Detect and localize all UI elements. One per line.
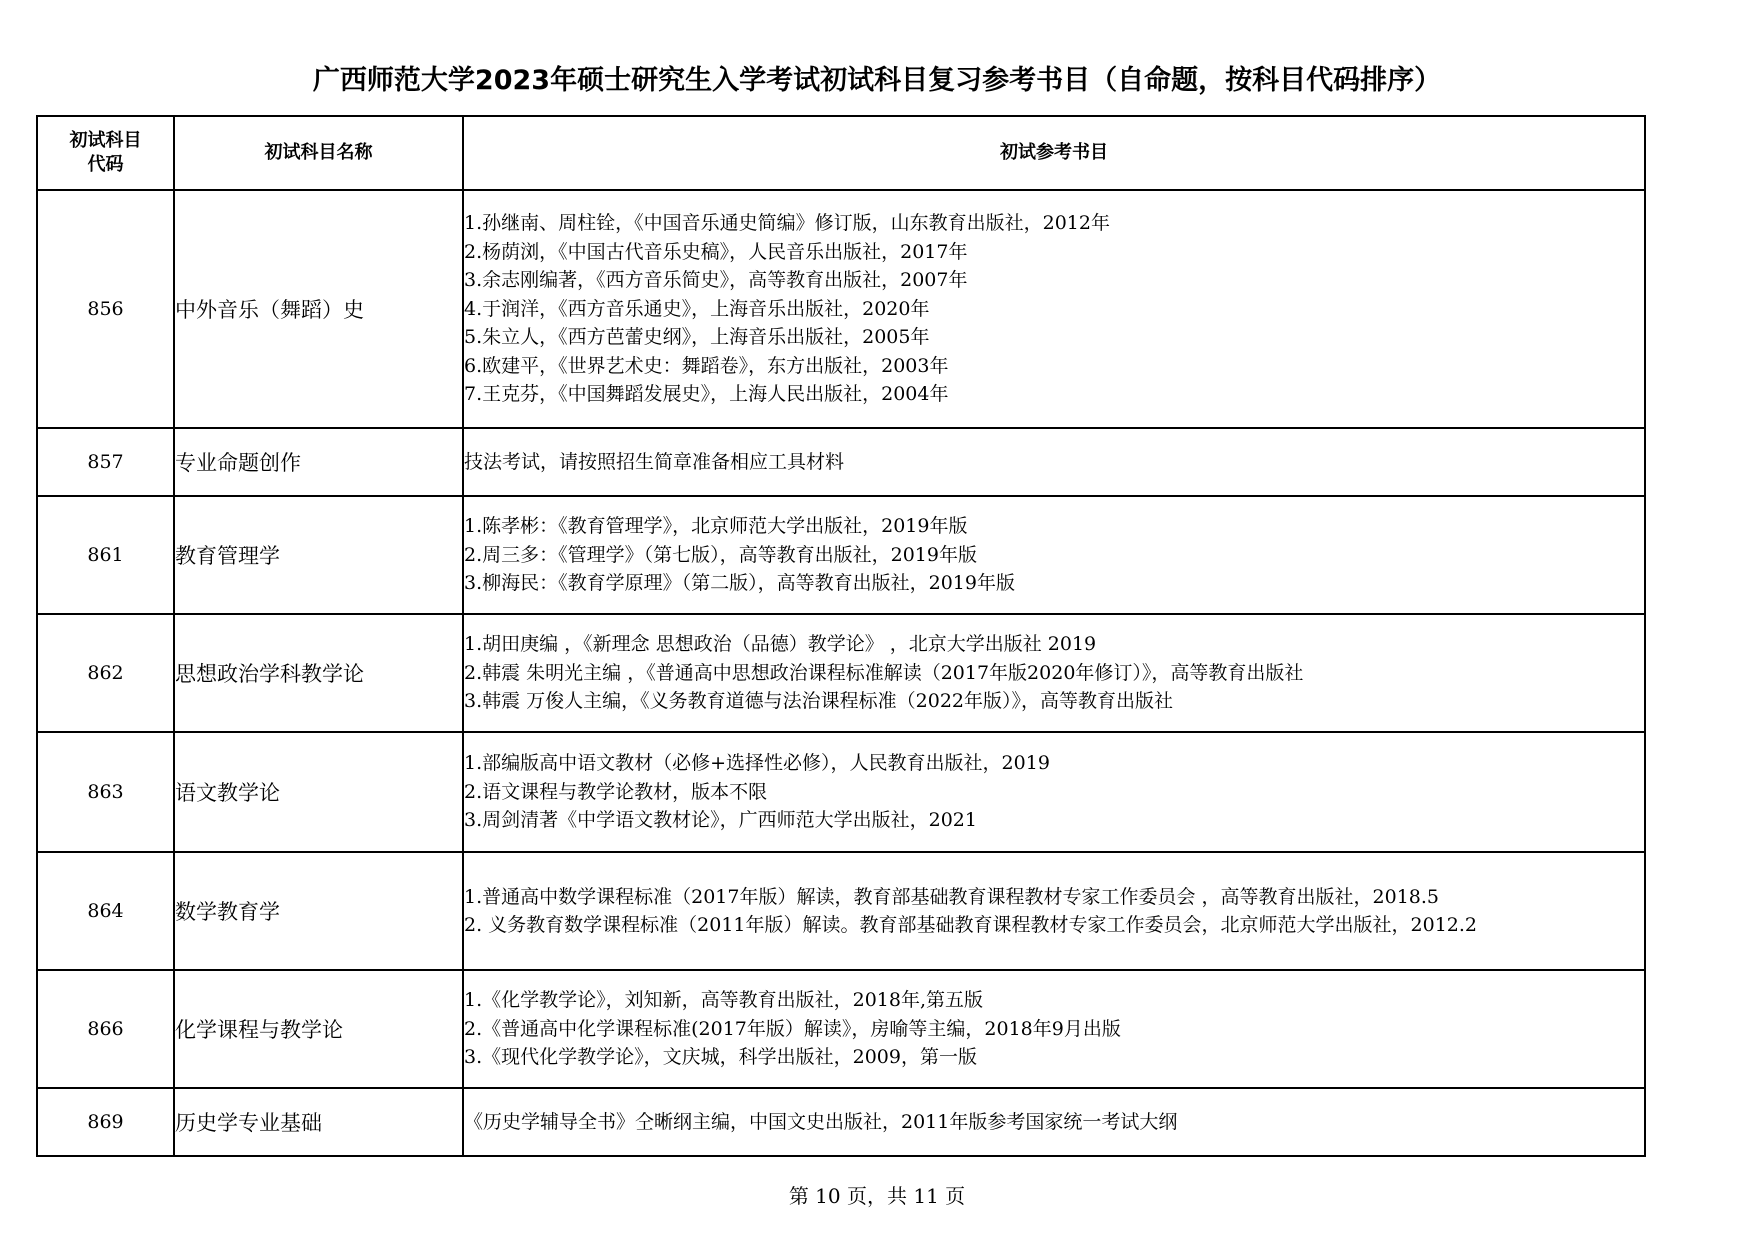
- book-entry: 《历史学辅导全书》仝晰纲主编，中国文史出版社，2011年版参考国家统一考试大纲: [464, 1110, 1178, 1133]
- table-row: [37, 190, 1645, 428]
- book-entry: 2.杨荫浏，《中国古代音乐史稿》，人民音乐出版社，2017年: [464, 240, 968, 263]
- subject-code: 862: [37, 614, 174, 732]
- reference-books: [463, 852, 1645, 970]
- subject-code: 863: [37, 732, 174, 852]
- reference-books: [463, 970, 1645, 1088]
- page-number: 第 10 页，共 11 页: [788, 1184, 966, 1208]
- header-subject-name: 初试科目名称: [174, 116, 463, 190]
- reference-books: [463, 614, 1645, 732]
- subject-name: 数学教育学: [174, 852, 463, 970]
- book-entry: 2.韩震 朱明光主编 ，《普通高中思想政治课程标准解读（2017年版2020年修订）》，高等教育出版社: [464, 661, 1304, 684]
- book-entry: 1.部编版高中语文教材（必修+选择性必修），人民教育出版社，2019: [464, 752, 1050, 775]
- subject-name: 历史学专业基础: [174, 1088, 463, 1156]
- book-entry: 2. 义务教育数学课程标准（2011年版）解读。教育部基础教育课程教材专家工作委员会，北京师范大学出版社，2012.2: [464, 914, 1478, 936]
- table-row: [37, 732, 1645, 852]
- header-code-line2: 代码: [87, 154, 124, 175]
- subject-code: 866: [37, 970, 174, 1088]
- reference-books: [463, 496, 1645, 614]
- book-entry: 1.陈孝彬：《教育管理学》，北京师范大学出版社，2019年版: [464, 515, 968, 538]
- subject-name: 教育管理学: [174, 496, 463, 614]
- subject-name: 化学课程与教学论: [174, 970, 463, 1088]
- table-row: [37, 852, 1645, 970]
- page-title: 广西师范大学2023年硕士研究生入学考试初试科目复习参考书目（自命题，按科目代码排序）: [312, 65, 1442, 96]
- book-entry: 1.普通高中数学课程标准（2017年版）解读，教育部基础教育课程教材专家工作委员会 ，高等教育出版社，2018.5: [464, 885, 1440, 908]
- table-row: [37, 428, 1645, 496]
- book-entry: 3.韩震 万俊人主编，《义务教育道德与法治课程标准（2022年版）》，高等教育出版社: [464, 690, 1174, 713]
- subject-name: 语文教学论: [174, 732, 463, 852]
- book-entry: 1.胡田庚编 ，《新理念 思想政治（品德）教学论》 ，北京大学出版社 2019: [464, 633, 1097, 656]
- table-header-row: [37, 116, 1645, 190]
- book-entry: 3.柳海民：《教育学原理》（第二版），高等教育出版社，2019年版: [464, 572, 1015, 595]
- header-subject-code: [37, 116, 174, 190]
- subject-code: 864: [37, 852, 174, 970]
- book-entry: 2.周三多：《管理学》（第七版），高等教育出版社，2019年版: [464, 543, 977, 566]
- reference-books: [463, 190, 1645, 428]
- book-entry: 7.王克芬，《中国舞蹈发展史》，上海人民出版社，2004年: [464, 383, 949, 406]
- book-entry: 6.欧建平，《世界艺术史：舞蹈卷》，东方出版社，2003年: [464, 354, 949, 377]
- reference-books: [463, 732, 1645, 852]
- header-reference-books: 初试参考书目: [463, 116, 1645, 190]
- table-row: [37, 1088, 1645, 1156]
- book-entry: 3.周剑清著《中学语文教材论》，广西师范大学出版社，2021: [464, 809, 977, 832]
- table-row: [37, 614, 1645, 732]
- subject-code: 856: [37, 190, 174, 428]
- table-row: [37, 970, 1645, 1088]
- book-entry: 5.朱立人，《西方芭蕾史纲》，上海音乐出版社，2005年: [464, 326, 930, 349]
- book-entry: 1.孙继南、周柱铨，《中国音乐通史简编》修订版，山东教育出版社，2012年: [464, 212, 1110, 235]
- book-entry: 3.《现代化学教学论》，文庆城，科学出版社，2009，第一版: [464, 1046, 977, 1069]
- book-entry: 2.《普通高中化学课程标准(2017年版）解读》，房喻等主编，2018年9月出版: [464, 1017, 1121, 1040]
- reference-books: [463, 1088, 1645, 1156]
- reference-books: [463, 428, 1645, 496]
- subject-code: 869: [37, 1088, 174, 1156]
- header-code-line1: 初试科目: [69, 130, 142, 151]
- subject-name: 专业命题创作: [174, 428, 463, 496]
- book-entry: 1.《化学教学论》，刘知新，高等教育出版社，2018年,第五版: [464, 989, 984, 1012]
- book-entry: 3.余志刚编著，《西方音乐简史》，高等教育出版社，2007年: [464, 269, 968, 292]
- book-entry: 4.于润洋，《西方音乐通史》，上海音乐出版社，2020年: [464, 297, 930, 320]
- book-entry: 2.语文课程与教学论教材，版本不限: [464, 780, 768, 803]
- subject-name: 中外音乐（舞蹈）史: [174, 190, 463, 428]
- subject-code: 857: [37, 428, 174, 496]
- reference-book-table: [36, 115, 1646, 1157]
- subject-name: 思想政治学科教学论: [174, 614, 463, 732]
- subject-code: 861: [37, 496, 174, 614]
- book-entry: 技法考试，请按照招生简章准备相应工具材料: [464, 450, 845, 473]
- table-row: [37, 496, 1645, 614]
